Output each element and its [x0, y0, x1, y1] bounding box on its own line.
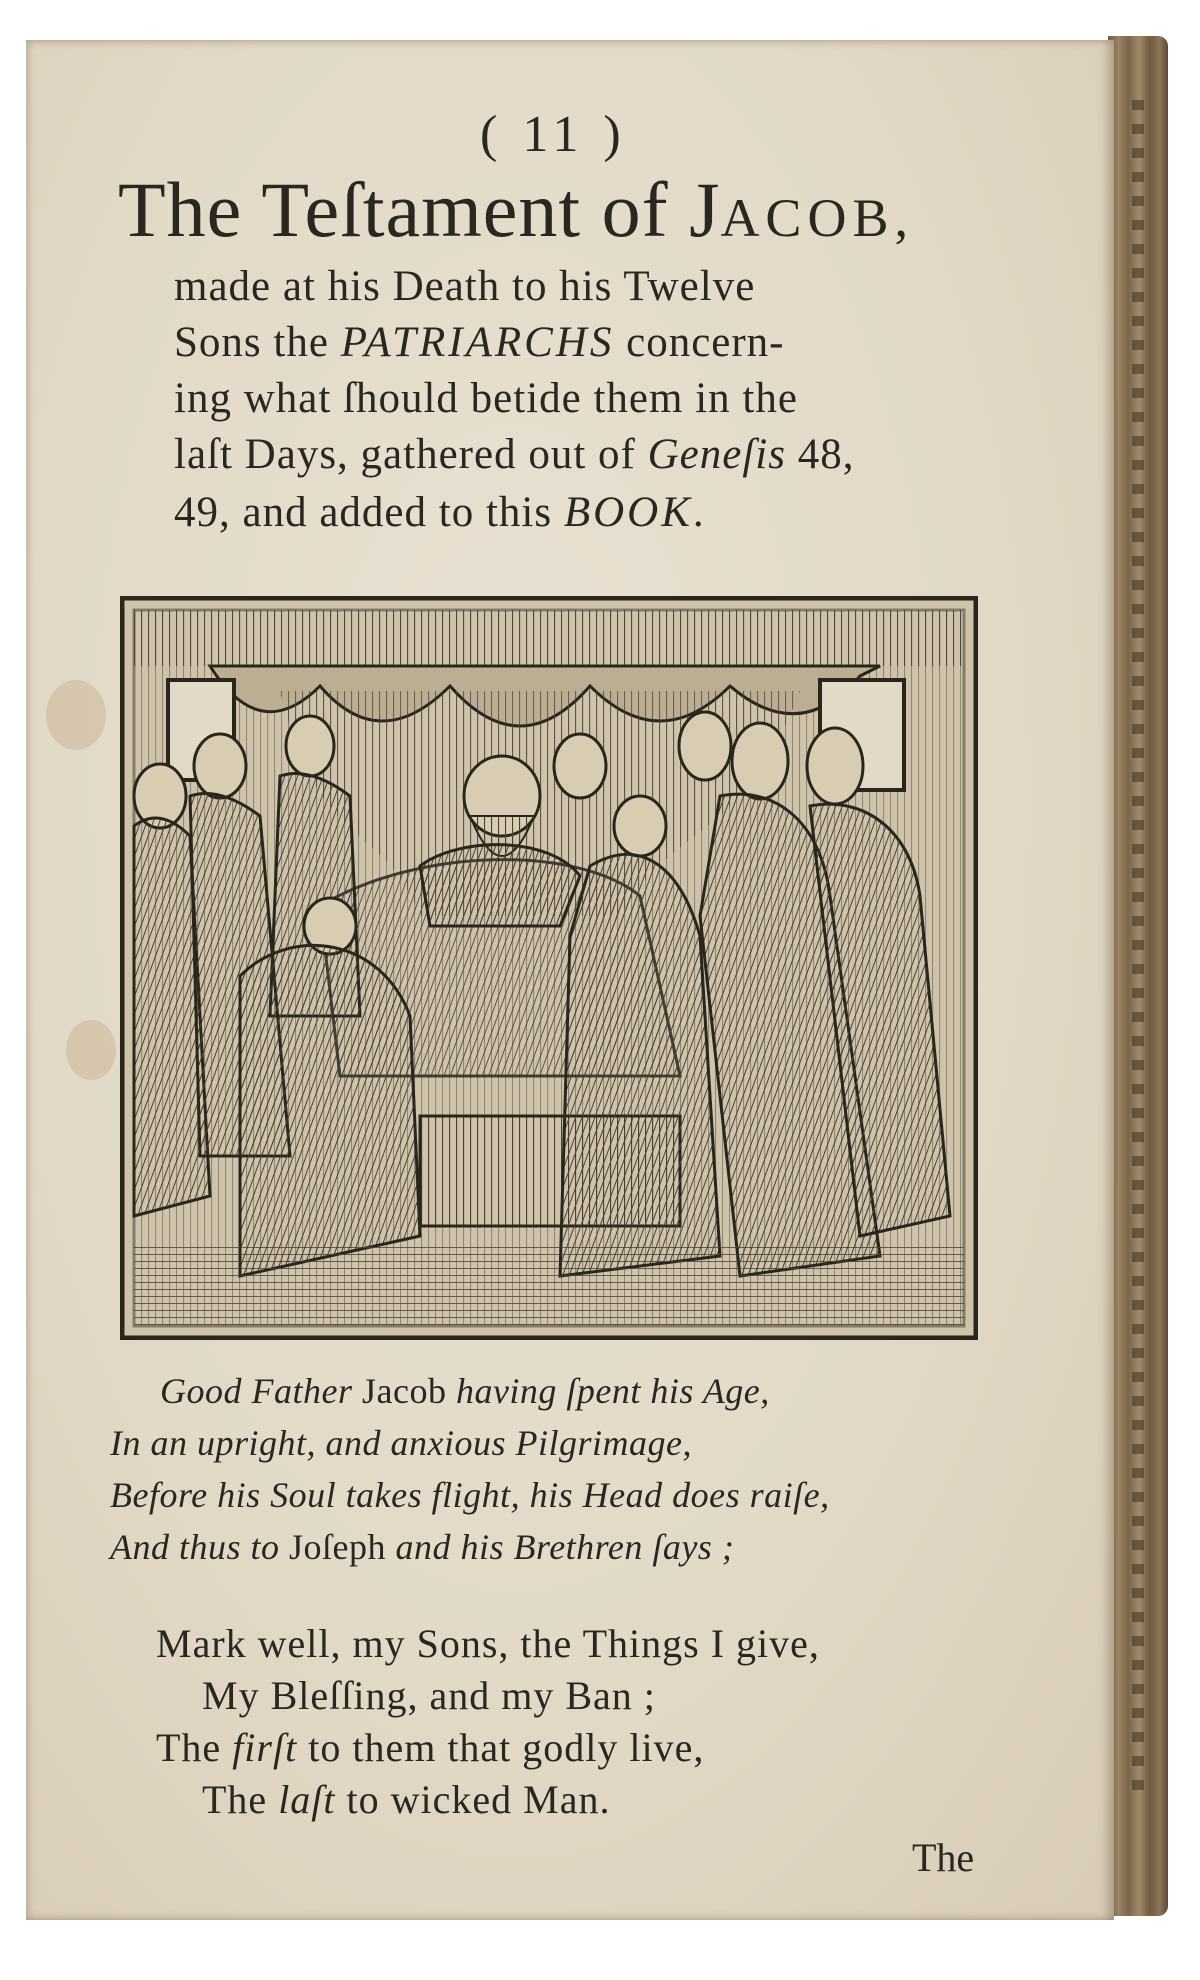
hymn-italic: firſt: [232, 1725, 298, 1770]
hymn-text: Mark well, my Sons, the Things I give,: [156, 1621, 820, 1666]
verse-text: Good Father: [160, 1371, 362, 1411]
verse-text: and his Brethren ſays ;: [386, 1527, 735, 1567]
book-edge-pattern: [1132, 100, 1144, 1800]
subtitle-text: 49, and added to this: [174, 489, 564, 536]
catchword: The: [912, 1835, 975, 1880]
title-initial: J: [689, 166, 721, 253]
verse-line: [160, 1370, 770, 1412]
subtitle-text: .: [692, 489, 705, 536]
subtitle-line: [174, 262, 755, 311]
subtitle-line: [174, 488, 705, 537]
verse-roman: Joſeph: [289, 1527, 387, 1567]
foxing-stain: [66, 1020, 116, 1080]
hymn-line: [156, 1724, 704, 1771]
verse-line: [110, 1526, 734, 1568]
hymn-line: [202, 1776, 610, 1823]
verse-text: And thus to: [110, 1527, 290, 1567]
verse-text: Before his Soul takes flight, his Head does raiſe,: [110, 1475, 830, 1515]
title-main: The Teſtament of: [118, 166, 690, 253]
subtitle-text: ing what ſhould betide them in the: [174, 375, 798, 422]
foxing-stain: [46, 680, 106, 750]
subtitle-text: concern-: [614, 319, 785, 366]
subtitle-italic: PATRIARCHS: [340, 319, 615, 366]
subtitle-text: 48,: [785, 431, 855, 478]
subtitle-text: laſt Days, gathered out of: [174, 431, 648, 478]
hymn-line: [156, 1620, 820, 1667]
hymn-text: The: [156, 1725, 233, 1770]
verse-roman: Jacob: [361, 1371, 447, 1411]
subtitle-italic: BOOK: [563, 489, 693, 536]
woodcut-illustration: [120, 596, 978, 1340]
subtitle-line: [174, 318, 785, 367]
subtitle-line: [174, 430, 854, 479]
subtitle-text: Sons the: [174, 319, 341, 366]
hymn-text: My Bleſſing, and my Ban ;: [202, 1673, 656, 1718]
page-title: [118, 165, 914, 255]
verse-text: having ſpent his Age,: [446, 1371, 770, 1411]
hymn-line: [202, 1672, 656, 1719]
page-number: ( 11 ): [480, 106, 627, 163]
hymn-text: to them that godly live,: [297, 1725, 705, 1770]
subtitle-italic: Geneſis: [647, 431, 786, 478]
verse-text: In an upright, and anxious Pilgrimage,: [110, 1423, 692, 1463]
verse-line: [110, 1422, 692, 1464]
verse-line: [110, 1474, 830, 1516]
subtitle-line: [174, 374, 798, 423]
hymn-italic: laſt: [278, 1777, 336, 1822]
title-name: ACOB,: [720, 188, 914, 248]
subtitle-text: made at his Death to his Twelve: [174, 263, 756, 310]
hymn-text: to wicked Man.: [335, 1777, 611, 1822]
hymn-text: The: [202, 1777, 279, 1822]
